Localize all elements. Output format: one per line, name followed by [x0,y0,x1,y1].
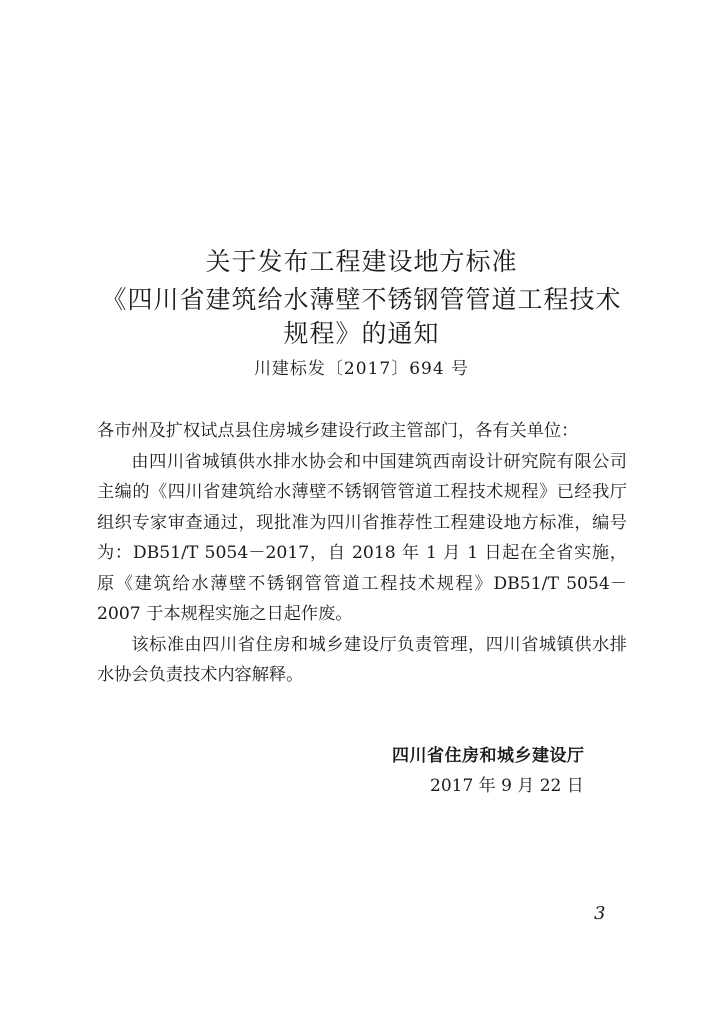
document-number: 川建标发〔2017〕694 号 [253,359,470,379]
notice-title-line-2: 《四川省建筑给水薄壁不锈钢管管道工程技术 [101,285,622,314]
body-paragraph-1: 由四川省城镇供水排水协会和中国建筑西南设计研究院有限公司主编的《四川省建筑给水薄壁不锈钢管管道工程技术规程》已经我厅组织专家审查通过，现批准为四川省推荐性工程建设地方标准，编号为：DB51/T 5054－2017，自 2018 年 1 月 1 日起在全省实施，原《建筑给水薄壁不锈钢管管道工程技术规程》DB51/T 5054－2007 于本规程实施之日起作废。 [97,451,627,624]
notice-body [97,416,627,691]
issuing-authority: 四川省住房和城乡建设厅 [392,746,585,766]
page-number: 3 [594,903,606,924]
issue-date: 2017 年 9 月 22 日 [430,776,584,796]
notice-title-line-1: 关于发布工程建设地方标准 [205,247,518,276]
salutation: 各市州及扩权试点县住房城乡建设行政主管部门，各有关单位： [97,421,579,441]
notice-title-line-3: 规程》的通知 [283,319,440,348]
body-paragraph-2: 该标准由四川省住房和城乡建设厅负责管理，四川省城镇供水排水协会负责技术内容解释。 [97,634,627,685]
